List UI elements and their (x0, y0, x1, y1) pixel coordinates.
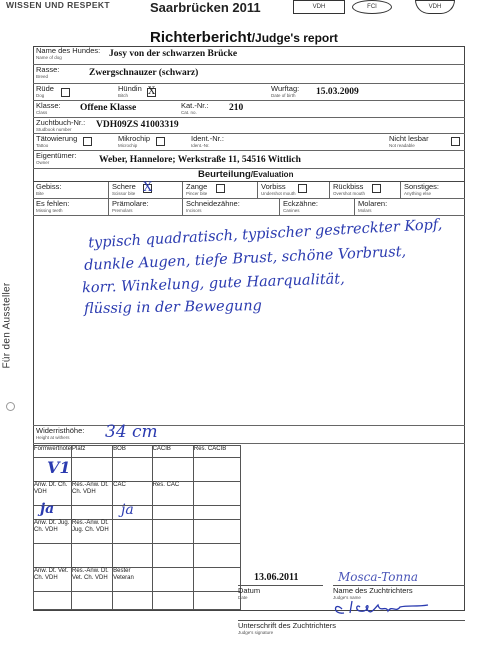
bite-label: Gebiss: Bite (36, 182, 62, 196)
grades-cell (34, 544, 72, 568)
grades-cell (152, 506, 193, 520)
dob-value: 15.03.2009 (316, 87, 359, 97)
judge-signature (330, 595, 440, 619)
catno-value: 210 (229, 103, 244, 113)
female-label: Hündin Bitch (118, 84, 142, 98)
grades-cell (72, 592, 113, 610)
teeth-cell (109, 182, 183, 198)
judge-name-label: Name des Zuchtrichters Judge's name (333, 586, 413, 600)
grades-cell (113, 458, 152, 482)
motto: WISSEN UND RESPEKT (6, 0, 111, 10)
grades-cell (72, 544, 113, 568)
row-height (33, 422, 465, 444)
grades-cell (193, 568, 240, 592)
report-title-main: Richterbericht (150, 29, 252, 46)
premolars-label: Prämolare: Premolars (112, 199, 149, 213)
anything-else-label: Sonstiges: Anything else (404, 182, 440, 196)
teeth-cell (258, 182, 330, 198)
missing-cell (355, 199, 465, 215)
report-title-sub: /Judge's report (251, 31, 338, 45)
grades-cell (113, 544, 152, 568)
evaluation-notes (81, 216, 448, 318)
female-mark: X (148, 86, 156, 97)
grades-cell: Anw. Dt. Ch. VDH (34, 482, 72, 506)
grades-header: Formwertnote (34, 446, 72, 458)
scissor-label: Schere Scissor bite (112, 182, 136, 196)
male-checkbox[interactable] (61, 88, 70, 97)
grades-cell (193, 544, 240, 568)
note-line: dunkle Augen, tiefe Brust, schöne Vorbrust, (83, 243, 407, 274)
note-line: typisch quadratisch, typischer gestreckter Kopf, (87, 216, 443, 252)
studbook-label: Zuchtbuch-Nr.: Studbook number (36, 118, 86, 132)
signature-label: Unterschrift des Zuchtrichters Judge's signature (238, 621, 336, 635)
dob-label: Wurftag: Date of birth (271, 84, 300, 98)
grades-cell (113, 520, 152, 544)
ja-handwritten-1: ja (40, 501, 55, 517)
microchip-label: Mikrochip Microchip (118, 134, 151, 148)
owner-label: Eigentümer: Owner (36, 151, 77, 165)
height-value: 34 cm (105, 422, 158, 442)
grades-cell (72, 458, 113, 482)
grades-cell: Anw. Dt. Jug. Ch. VDH (34, 520, 72, 544)
teeth-cell (330, 182, 401, 198)
row-missing (33, 199, 465, 216)
catno-label: Kat.-Nr.: Cat. no. (181, 101, 209, 115)
side-text: Für den Aussteller (1, 282, 13, 369)
grades-cell (72, 506, 113, 520)
male-label: Rüde Dog (36, 84, 54, 98)
missing-label: Es fehlen: Missing teeth (36, 199, 70, 213)
evaluation-heading-row (33, 169, 465, 182)
pincer-checkbox[interactable] (216, 184, 225, 193)
undershot-checkbox[interactable] (298, 184, 307, 193)
vdh-logo (293, 0, 345, 14)
grades-header: CACIB (152, 446, 193, 458)
row-owner (33, 151, 465, 169)
molars-label: Molaren: Molars (358, 199, 388, 213)
teeth-cell (183, 182, 258, 198)
canines-label: Eckzähne: Canines (283, 199, 319, 213)
grades-cell: CAC (113, 482, 152, 506)
tattoo-label: Tätowierung Tattoo (36, 134, 78, 148)
grades-cell: Res.-Anw. Dt. Vet. Ch. VDH (72, 568, 113, 592)
row-studbook (33, 118, 465, 134)
height-label: Widerristhöhe: Height at withers (36, 426, 85, 440)
incisors-label: Schneidezähne: Incisors (186, 199, 240, 213)
scissor-mark: X (143, 180, 153, 195)
report-title (150, 29, 338, 46)
logo-text: VDH (312, 4, 326, 10)
breed-value: Zwergschnauzer (schwarz) (89, 68, 199, 78)
grades-cell (193, 458, 240, 482)
breed-label: Rasse: Breed (36, 65, 60, 79)
grades-cell (152, 520, 193, 544)
date-label: Datum Date (238, 586, 261, 600)
grades-cell: Anw. Dt. Vet. Ch. VDH (34, 568, 72, 592)
missing-cell (280, 199, 355, 215)
pincer-label: Zange Pincer bite (186, 182, 208, 196)
overshot-checkbox[interactable] (372, 184, 381, 193)
grades-cell: Bester Veteran (113, 568, 152, 592)
grades-cell (193, 482, 240, 506)
row-class (33, 101, 465, 118)
grades-cell: Res.-Anw. Dt. Ch. VDH (72, 482, 113, 506)
club-logo (415, 0, 455, 14)
missing-cell (109, 199, 183, 215)
dog-name-value: Josy von der schwarzen Brücke (109, 49, 238, 59)
logo-text: FCI (367, 4, 377, 10)
grades-cell (193, 506, 240, 520)
grades-cell (34, 592, 72, 610)
teeth-cell (401, 182, 465, 198)
judge-name: Mosca-Tonna (338, 570, 419, 584)
grades-header: BOB (113, 446, 152, 458)
event-title: Saarbrücken 2011 (150, 0, 261, 15)
missing-cell (183, 199, 280, 215)
grades-cell (152, 458, 193, 482)
class-value: Offene Klasse (80, 103, 137, 113)
punch-hole (6, 402, 15, 411)
female-checkbox[interactable] (147, 88, 156, 97)
row-breed (33, 65, 465, 84)
dog-name-label: Name des Hundes: Name of dog (36, 46, 101, 60)
evaluation-heading: Beurteilung/Evaluation (198, 169, 294, 180)
grades-cell (152, 544, 193, 568)
note-line: flüssig in der Bewegung (83, 298, 263, 318)
notreadable-label: Nicht lesbar Not readable (389, 134, 429, 148)
scissor-checkbox[interactable] (143, 180, 153, 195)
studbook-value: VDH09ZS 41003319 (96, 120, 179, 130)
grades-cell (193, 592, 240, 610)
ja-handwritten-2: ja (121, 502, 134, 518)
grades-cell (113, 592, 152, 610)
grades-header: Res. CACIB (193, 446, 240, 458)
undershot-label: Vorbiss Undershot mouth (261, 182, 296, 196)
notreadable-checkbox[interactable] (451, 137, 460, 146)
grades-header: Platz (72, 446, 113, 458)
logo-text: VDH (428, 4, 442, 10)
grades-cell: Res. CAC (152, 482, 193, 506)
grades-cell (193, 520, 240, 544)
microchip-checkbox[interactable] (156, 137, 165, 146)
row-dog-name (33, 46, 465, 65)
grade-handwritten: V1 (47, 458, 71, 477)
fci-logo (352, 0, 392, 14)
class-label: Klasse: Class (36, 101, 61, 115)
overshot-label: Rückbiss Overshot mouth (333, 182, 366, 196)
grades-cell (152, 568, 193, 592)
note-line: korr. Winkelung, gute Haarqualität, (81, 271, 345, 297)
grades-cell (152, 592, 193, 610)
sign-date: 13.06.2011 (254, 572, 299, 583)
missing-cell (33, 199, 109, 215)
owner-value: Weber, Hannelore; Werkstraße 11, 54516 Wittlich (99, 155, 301, 165)
row-teeth (33, 182, 465, 199)
ident-label: Ident.-Nr.: Ident.-Nr. (191, 134, 224, 148)
row-ident (33, 134, 465, 151)
grades-cell: Res.-Anw. Dt. Jug. Ch. VDH (72, 520, 113, 544)
teeth-cell (33, 182, 109, 198)
row-sex (33, 84, 465, 101)
tattoo-checkbox[interactable] (83, 137, 92, 146)
